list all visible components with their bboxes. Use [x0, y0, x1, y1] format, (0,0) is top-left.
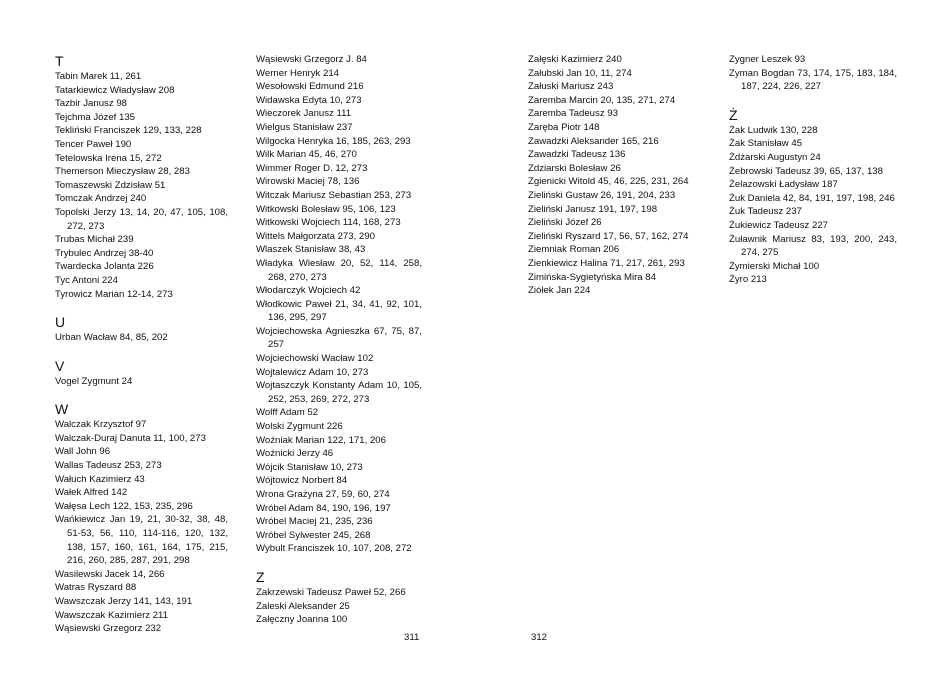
- index-entry: Zgienicki Witold 45, 46, 225, 231, 264: [528, 176, 689, 188]
- index-entry: Wallas Tadeusz 253, 273: [55, 460, 162, 472]
- index-entry: Widawska Edyta 10, 273: [256, 94, 362, 106]
- index-section: [55, 401, 228, 636]
- index-entry: Topolski Jerzy 13, 14, 20, 47, 105, 108, 272, 273: [55, 206, 228, 232]
- index-entry: Żak Stanisław 45: [729, 138, 803, 150]
- index-section: [55, 53, 228, 301]
- index-entry: Wasilewski Jacek 14, 266: [55, 568, 165, 580]
- index-section: [729, 107, 897, 287]
- index-entry: Żuławnik Mariusz 83, 193, 200, 243, 274, 275: [729, 233, 897, 259]
- index-entry: Wilgocka Henryka 16, 185, 263, 293: [256, 135, 411, 147]
- index-entry: Wójtowicz Norbert 84: [256, 475, 348, 487]
- index-entry: Żyro 213: [729, 274, 767, 286]
- index-entry: Zieliński Józef 26: [528, 217, 602, 229]
- index-entry: Zygner Leszek 93: [729, 54, 806, 65]
- index-entry: Zyman Bogdan 73, 174, 175, 183, 184, 187, 224, 226, 227: [729, 67, 897, 93]
- section-letter: W: [55, 401, 69, 418]
- index-entry: Załubski Jan 10, 11, 274: [528, 67, 632, 79]
- index-column-4: [729, 53, 897, 287]
- index-entry: Włodarczyk Wojciech 42: [256, 285, 361, 297]
- index-entry: Wielgus Stanisław 237: [256, 121, 353, 133]
- index-entry: Zdziarski Bolesław 26: [528, 162, 621, 174]
- index-entry: Wolff Adam 52: [256, 407, 319, 419]
- index-entry: Zieliński Ryszard 17, 56, 57, 162, 274: [528, 230, 689, 242]
- index-entry: Wąsiewski Grzegorz J. 84: [256, 54, 367, 65]
- index-entry: Ziemniak Roman 206: [528, 244, 620, 256]
- index-entry: Wieczorek Janusz 111: [256, 108, 352, 120]
- index-section: [256, 53, 422, 556]
- index-column-1: [55, 53, 228, 636]
- index-entry: Ziółek Jan 224: [528, 285, 591, 297]
- index-entry: Załuski Mariusz 243: [528, 81, 614, 93]
- index-entry: Trybulec Andrzej 38-40: [55, 247, 154, 259]
- page-number-left: 311: [404, 632, 420, 643]
- index-entry: Zaleski Aleksander 25: [256, 600, 350, 612]
- index-entry: Wróbel Sylwester 245, 268: [256, 529, 371, 541]
- index-entry: Wirowski Maciej 78, 136: [256, 176, 360, 188]
- index-entry: Tetelowska Irena 15, 272: [55, 152, 162, 164]
- index-entry: Wawszczak Jerzy 141, 143, 191: [55, 596, 193, 607]
- index-column-2: [256, 53, 422, 627]
- index-entry: Tekliński Franciszek 129, 133, 228: [55, 125, 202, 137]
- index-entry: Żak Ludwik 130, 228: [729, 124, 818, 136]
- index-entry: Tatarkiewicz Władysław 208: [55, 84, 175, 96]
- index-entry: Żuk Tadeusz 237: [729, 206, 802, 218]
- index-entry: Wańkiewicz Jan 19, 21, 30-32, 38, 48, 51-53, 56, 110, 114-116, 120, 132, 138, 157, 160, 161, 164, 175, 215, 216, 260, 285, 287, 291, 298: [55, 514, 228, 567]
- index-entry: Żdżarski Augustyn 24: [729, 151, 821, 163]
- index-entry: Wąsiewski Grzegorz 232: [55, 623, 162, 635]
- index-entry: Zaręba Piotr 148: [528, 121, 600, 133]
- index-entry: Żelazowski Ładysław 187: [729, 179, 838, 191]
- page-number-right: 312: [531, 632, 548, 643]
- index-entry: Wawszczak Kazimierz 211: [55, 609, 169, 621]
- index-entry: Witkowski Wojciech 114, 168, 273: [256, 217, 401, 229]
- index-entry: Zaremba Marcin 20, 135, 271, 274: [528, 94, 676, 106]
- index-entry: Wesołowski Edmund 216: [256, 81, 364, 93]
- index-entry: Zimińska-Sygietyńska Mira 84: [528, 271, 656, 283]
- index-section: [729, 53, 897, 94]
- index-entry: Władyka Wiesław 20, 52, 114, 258, 268, 270, 273: [256, 257, 422, 283]
- section-letter: U: [55, 314, 66, 331]
- index-entry: Tabin Marek 11, 261: [55, 71, 142, 82]
- index-entry: Walczak Krzysztof 97: [55, 419, 147, 431]
- index-entry: Tejchma Józef 135: [55, 111, 135, 123]
- index-column-3: [528, 53, 696, 298]
- index-entry: Werner Henryk 214: [256, 67, 340, 79]
- index-entry: Żymierski Michał 100: [729, 260, 820, 272]
- index-entry: Zakrzewski Tadeusz Paweł 52, 266: [256, 586, 406, 598]
- index-entry: Tyrowicz Marian 12-14, 273: [55, 288, 173, 300]
- index-entry: Urban Wacław 84, 85, 202: [55, 332, 168, 344]
- index-entry: Wałęsa Lech 122, 153, 235, 296: [55, 500, 193, 512]
- index-entry: Witkowski Bolesław 95, 106, 123: [256, 203, 396, 215]
- index-entry: Zawadzki Tadeusz 136: [528, 149, 626, 161]
- index-entry: Wolski Zygmunt 226: [256, 421, 343, 433]
- section-letter: Ż: [729, 106, 738, 123]
- section-letter: Z: [256, 568, 265, 585]
- index-section: [256, 569, 422, 627]
- index-entry: Twardecka Jolanta 226: [55, 261, 154, 273]
- section-letter: T: [55, 53, 64, 69]
- section-letter: V: [55, 357, 65, 374]
- index-entry: Żuk Daniela 42, 84, 191, 197, 198, 246: [729, 192, 895, 204]
- index-entry: Walczak-Duraj Danuta 11, 100, 273: [55, 432, 206, 444]
- index-entry: Wilk Marian 45, 46, 270: [256, 149, 357, 161]
- index-entry: Woźniak Marian 122, 171, 206: [256, 434, 386, 446]
- index-entry: Trubas Michał 239: [55, 234, 134, 246]
- index-section: [55, 358, 228, 389]
- index-entry: Watras Ryszard 88: [55, 582, 137, 594]
- index-entry: Woźnicki Jerzy 46: [256, 448, 334, 460]
- index-entry: Themerson Mieczysław 28, 283: [55, 166, 190, 178]
- index-entry: Zieliński Gustaw 26, 191, 204, 233: [528, 189, 676, 201]
- index-entry: Wojtaszczyk Konstanty Adam 10, 105, 252, 253, 269, 272, 273: [256, 380, 422, 405]
- index-entry: Tencer Paweł 190: [55, 138, 132, 150]
- index-entry: Wimmer Roger D. 12, 273: [256, 162, 368, 174]
- index-entry: Wybult Franciszek 10, 107, 208, 272: [256, 543, 412, 555]
- index-entry: Wałuch Kazimierz 43: [55, 473, 145, 485]
- index-entry: Tazbir Janusz 98: [55, 98, 127, 110]
- index-entry: Wróbel Maciej 21, 235, 236: [256, 516, 373, 528]
- index-entry: Wlaszek Stanisław 38, 43: [256, 244, 366, 256]
- index-entry: Załęski Kazimierz 240: [528, 54, 622, 65]
- index-entry: Wróbel Adam 84, 190, 196, 197: [256, 502, 391, 514]
- index-entry: Wojtalewicz Adam 10, 273: [256, 366, 369, 378]
- index-entry: Zawadzki Aleksander 165, 216: [528, 135, 659, 147]
- index-entry: Zaremba Tadeusz 93: [528, 108, 618, 120]
- index-entry: Załęczny Joanna 100: [256, 614, 348, 626]
- index-entry: Vogel Zygmunt 24: [55, 375, 133, 387]
- index-entry: Wojciechowska Agnieszka 67, 75, 87, 257: [256, 325, 422, 351]
- index-entry: Wall John 96: [55, 446, 111, 458]
- index-entry: Wrona Grażyna 27, 59, 60, 274: [256, 489, 390, 500]
- index-entry: Żebrowski Tadeusz 39, 65, 137, 138: [729, 165, 883, 177]
- index-entry: Zieliński Janusz 191, 197, 198: [528, 203, 658, 215]
- index-entry: Włodkowic Paweł 21, 34, 41, 92, 101, 136, 295, 297: [256, 298, 422, 324]
- index-entry: Tomaszewski Zdzisław 51: [55, 179, 166, 191]
- index-section: [528, 53, 696, 298]
- index-entry: Żukiewicz Tadeusz 227: [729, 219, 829, 231]
- index-entry: Wójcik Stanisław 10, 273: [256, 461, 363, 473]
- index-entry: Wojciechowski Wacław 102: [256, 353, 374, 365]
- index-entry: Tyc Antoni 224: [55, 274, 118, 286]
- index-entry: Witczak Mariusz Sebastian 253, 273: [256, 189, 412, 201]
- index-entry: Zienkiewicz Halina 71, 217, 261, 293: [528, 257, 685, 269]
- index-entry: Wittels Małgorzata 273, 290: [256, 230, 375, 242]
- index-entry: Tomczak Andrzej 240: [55, 193, 147, 205]
- index-section: [55, 314, 228, 345]
- index-entry: Wałek Alfred 142: [55, 487, 128, 499]
